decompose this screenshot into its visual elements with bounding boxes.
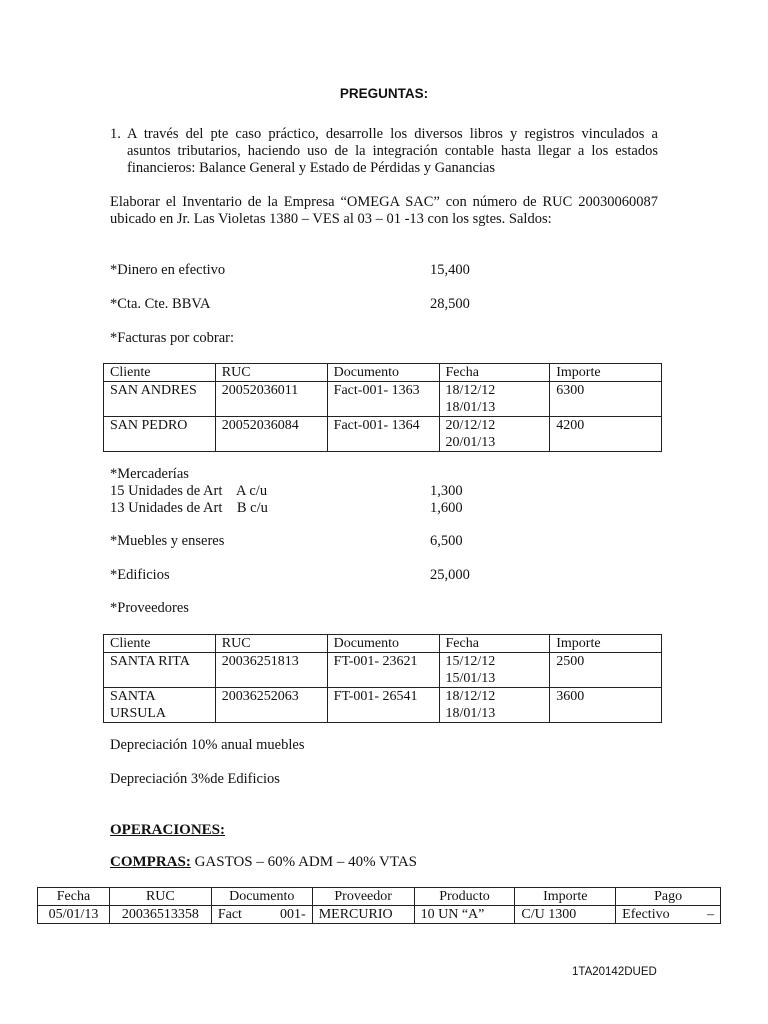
- cell-importe: 4200: [550, 417, 662, 452]
- cell-fecha: [439, 653, 550, 688]
- cell-pago: [616, 906, 721, 924]
- header-cliente: Cliente: [104, 635, 216, 653]
- cell-fecha: [439, 417, 550, 452]
- dinero-label: *Dinero en efectivo: [110, 262, 226, 278]
- header-documento: Documento: [327, 364, 439, 382]
- cell-ruc: 20036252063: [215, 688, 327, 723]
- pago-part: Efectivo: [622, 907, 670, 922]
- cell-importe: C/U 1300: [515, 906, 616, 924]
- table-header-row: [104, 364, 662, 382]
- header-importe: Importe: [550, 364, 662, 382]
- header-proveedor: Proveedor: [312, 888, 414, 906]
- fecha-line: 20/01/13: [445, 435, 496, 450]
- depreciacion-muebles: Depreciación 10% anual muebles: [110, 737, 305, 753]
- cta-label: *Cta. Cte. BBVA: [110, 296, 211, 312]
- edificios-label: *Edificios: [110, 567, 170, 583]
- header-producto: Producto: [414, 888, 515, 906]
- facturas-table: [103, 363, 662, 452]
- operaciones-title: OPERACIONES:: [110, 822, 226, 838]
- question-1: [110, 126, 658, 177]
- documento-part: Fact: [217, 907, 242, 922]
- intro-paragraph: Elaborar el Inventario de la Empresa “OMEGA SAC” con número de RUC 20030060087 ubicado en Jr. Las Violetas 1380 – VES al 03 – 01 -13 con los sgtes. Saldos:: [110, 194, 658, 227]
- fecha-line: 15/12/12: [445, 654, 496, 669]
- mercaderias-label: *Mercaderías: [110, 466, 189, 482]
- muebles-value: 6,500: [430, 533, 463, 549]
- compras-detail: GASTOS – 60% ADM – 40% VTAS: [190, 854, 418, 870]
- cell-documento: FT-001- 23621: [327, 653, 439, 688]
- cell-ruc: 20052036011: [215, 382, 327, 417]
- header-documento: Documento: [211, 888, 312, 906]
- table-header-row: [104, 635, 662, 653]
- header-pago: Pago: [616, 888, 721, 906]
- fecha-line: 15/01/13: [445, 671, 496, 686]
- table-row: [104, 382, 662, 417]
- header-importe: Importe: [550, 635, 662, 653]
- cta-value: 28,500: [430, 296, 470, 312]
- dinero-value: 15,400: [430, 262, 470, 278]
- cell-ruc: 20036251813: [215, 653, 327, 688]
- cliente-line: URSULA: [110, 706, 167, 721]
- fecha-line: 18/01/13: [445, 400, 496, 415]
- table-row: [104, 653, 662, 688]
- facturas-label: *Facturas por cobrar:: [110, 330, 235, 346]
- art-a-value: 1,300: [430, 483, 463, 499]
- header-importe: Importe: [515, 888, 616, 906]
- cell-importe: 2500: [550, 653, 662, 688]
- cliente-line: SANTA: [110, 689, 156, 704]
- proveedores-table: [103, 634, 662, 723]
- cell-documento: Fact-001- 1364: [327, 417, 439, 452]
- cell-cliente: SAN PEDRO: [104, 417, 216, 452]
- cell-ruc: 20052036084: [215, 417, 327, 452]
- documento-part: 001-: [280, 907, 306, 922]
- header-ruc: RUC: [109, 888, 211, 906]
- fecha-line: 18/12/12: [445, 383, 496, 398]
- page-footer-code: 1TA20142DUED: [572, 966, 657, 978]
- cell-documento: Fact-001- 1363: [327, 382, 439, 417]
- fecha-line: 18/12/12: [445, 689, 496, 704]
- cell-documento: [211, 906, 312, 924]
- header-fecha: Fecha: [439, 635, 550, 653]
- cell-ruc: 20036513358: [109, 906, 211, 924]
- header-fecha: Fecha: [439, 364, 550, 382]
- edificios-value: 25,000: [430, 567, 470, 583]
- proveedores-label: *Proveedores: [110, 600, 189, 616]
- header-documento: Documento: [327, 635, 439, 653]
- muebles-label: *Muebles y enseres: [110, 533, 225, 549]
- art-b-label: 13 Unidades de Art B c/u: [110, 500, 268, 516]
- cell-proveedor: MERCURIO: [312, 906, 414, 924]
- compras-line: [110, 854, 417, 871]
- table-row: [38, 906, 721, 924]
- table-row: [104, 417, 662, 452]
- cell-importe: 3600: [550, 688, 662, 723]
- cell-cliente: [104, 688, 216, 723]
- cell-documento: FT-001- 26541: [327, 688, 439, 723]
- art-a-label: 15 Unidades de Art A c/u: [110, 483, 268, 499]
- cell-fecha: [439, 688, 550, 723]
- cell-fecha: [439, 382, 550, 417]
- header-ruc: RUC: [215, 364, 327, 382]
- page-title: PREGUNTAS:: [339, 86, 429, 101]
- header-fecha: Fecha: [38, 888, 110, 906]
- compras-table: [37, 887, 721, 924]
- fecha-line: 18/01/13: [445, 706, 496, 721]
- table-row: [104, 688, 662, 723]
- table-header-row: [38, 888, 721, 906]
- cell-cliente: SAN ANDRES: [104, 382, 216, 417]
- cell-producto: 10 UN “A”: [414, 906, 515, 924]
- cell-cliente: SANTA RITA: [104, 653, 216, 688]
- fecha-line: 20/12/12: [445, 418, 496, 433]
- compras-label: COMPRAS:: [110, 854, 191, 870]
- cell-fecha: 05/01/13: [38, 906, 110, 924]
- depreciacion-edificios: Depreciación 3%de Edificios: [110, 771, 280, 787]
- art-b-value: 1,600: [430, 500, 463, 516]
- cell-importe: 6300: [550, 382, 662, 417]
- pago-part: –: [707, 907, 714, 922]
- question-number: 1.: [110, 126, 121, 142]
- header-ruc: RUC: [215, 635, 327, 653]
- header-cliente: Cliente: [104, 364, 216, 382]
- question-text: A través del pte caso práctico, desarrolle los diversos libros y registros vinculados a asuntos tributarios, haciendo uso de la integración contable hasta llegar a los estados financieros: Balance General y Estado de Pérdidas y Ganancias: [127, 126, 658, 176]
